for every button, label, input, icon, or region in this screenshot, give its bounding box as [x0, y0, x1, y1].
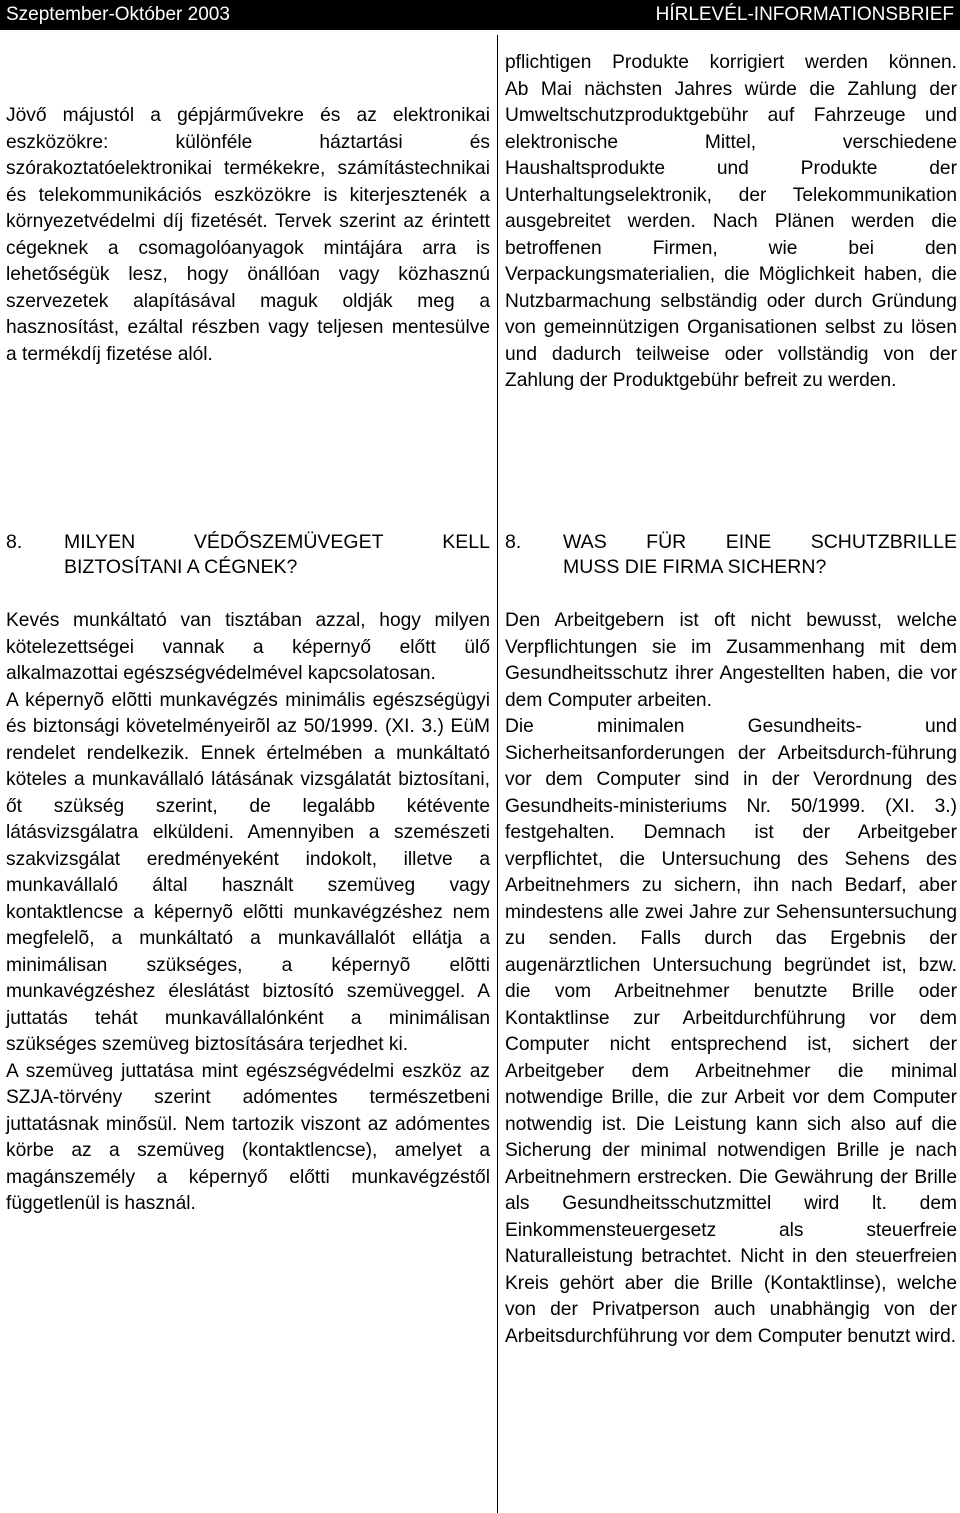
- heading-line2: MUSS DIE FIRMA SICHERN?: [563, 556, 827, 578]
- heading-word: FÜR: [646, 531, 687, 553]
- section-number: 8.: [505, 531, 522, 553]
- section8-right-heading: [505, 530, 957, 580]
- header-title: HÍRLEVÉL-INFORMATIONSBRIEF: [655, 4, 954, 25]
- paragraph-hu-tax: A szemüveg juttatása mint egészségvédelmi eszköz az SZJA-törvény szerint adómentes természetbeni juttatásnak minősül. Nem tartozik viszont az adómentes körbe az a szemüveg (kontaktlencse), amelyet a magánszemély a képernyő előtti munkavégzéstől függetlenül is használ.: [6, 1060, 490, 1214]
- heading-word: SCHUTZBRILLE: [810, 531, 957, 553]
- section8-left-body: [6, 608, 490, 1218]
- section8-left-heading: [6, 530, 490, 580]
- column-divider: [497, 35, 498, 1513]
- paragraph-de-intro: Den Arbeitgebern ist oft nicht bewusst, welche Verpflichtungen sie im Zusammenhang mit dem Gesundheitsschutz ihrer Angestellten haben, die vor dem Computer arbeiten.: [505, 610, 957, 711]
- heading-line2: BIZTOSÍTANI A CÉGNEK?: [64, 556, 298, 578]
- page-header: [0, 0, 960, 30]
- heading-word: EINE: [725, 531, 772, 553]
- section-number: 8.: [6, 531, 23, 553]
- top-left-column: [6, 103, 490, 368]
- section8-right-body: [505, 608, 957, 1350]
- paragraph-de-continuation: pflichtigen Produkte korrigiert werden können.: [505, 52, 957, 73]
- paragraph-de-regulation: Die minimalen Gesundheits- und Sicherheitsanforderungen der Arbeitsdurch-führung vor dem Computer sind in der Verordnung des Gesundheits-ministeriums Nr. 50/1999. (XI. 3.) festgehalten. Demnach ist der Arbeitgeber verpflichtet, die Untersuchung des Sehens des Arbeitnehmers zu sichern, ihn nach Bedarf, aber mindestens alle zwei Jahre zur Sehensuntersuchung zu senden. Falls durch das Ergebnis der augenärztlichen Untersuchung begründet ist, bzw. die vom Arbeitnehmer benutzte Brille oder Kontaktlinse zur Arbeitdurchführung vor dem Computer nicht entsprechend ist, sichert der Arbeitgeber dem Arbeitnehmer die minimal notwendige Brille, die zur Arbeit vor dem Computer notwendig ist. Die Leistung kann sich also auf die Sicherung der minimal notwendigen Brille je nach Arbeitnehmern erstrecken. Die Gewährung der Brille als Gesundheitsschutzmittel wird lt. dem Einkommensteuergesetz als steuerfreie Naturalleistung betrachtet. Nicht in den steuerfreien Kreis gehört aber die Brille (Kontaktlinse), welche von der Privatperson auch unabhängig von der Arbeitsdurchführung vor dem Computer benutzt wird.: [505, 716, 957, 1347]
- heading-word: VÉDŐSZEMÜVEGET: [193, 531, 384, 553]
- paragraph-hu-environment-fee: Jövő májustól a gépjárművekre és az elektronikai eszközökre: különféle háztartási és szórakoztatóelektronikai termékekre, számítástechnikai és telekommunikációs eszközökre is kiterjesztenék a környezetvédelmi díj fizetését. Tervek szerint az érintett cégeknek a csomagolóanyagok mintájára arra is lehetőségük lesz, hogy önállóan vagy közhasznú szervezetek alapításával maguk oldják meg a hasznosítást, ezáltal részben vagy teljesen mentesülve a termékdíj fizetése alól.: [6, 105, 490, 365]
- heading-word: MILYEN: [64, 531, 136, 553]
- heading-word: KELL: [442, 531, 490, 553]
- header-date: Szeptember-Október 2003: [6, 4, 230, 25]
- heading-word: WAS: [563, 531, 607, 553]
- paragraph-hu-intro: Kevés munkáltató van tisztában azzal, hogy milyen kötelezettségei vannak a képernyő előtt ülő alkalmazottai egészségvédelmével kapcsolatosan.: [6, 610, 490, 684]
- paragraph-hu-regulation: A képernyõ elõtti munkavégzés minimális egészségügyi és biztonsági követelményeirõl az 50/1999. (XI. 3.) EüM rendelet rendelkezik. Ennek értelmében a munkáltató köteles a munkavállaló látásának vizsgálatát biztosítani, őt szükség szerint, de legalább kétévente látásvizsgálatra elküldeni. Amennyiben a szemészeti szakvizsgálat eredményeként indokolt, illetve a munkavállaló által használt szemüveg vagy kontaktlencse a képernyõ elõtti munkavégzéshez nem megfelelõ, a munkáltató a munkavállalót ellátja a minimálisan szükséges, a képernyõ elõtti munkavégzéshez éleslátást biztosító szemüveggel. A juttatás tehát munkavállalónként a minimálisan szükséges szemüveg biztosítására terjedhet ki.: [6, 689, 490, 1055]
- paragraph-de-environment-fee: Ab Mai nächsten Jahres würde die Zahlung der Umweltschutzproduktgebühr auf Fahrzeuge und elektronische Mittel, verschiedene Haushaltsprodukte und Produkte der Unterhaltungselektronik, der Telekommunikation ausgebreitet werden. Nach Plänen werden die betroffenen Firmen, wie bei den Verpackungsmaterialien, die Möglichkeit haben, die Nutzbarmachung selbständig oder durch Gründung von gemeinnützigen Organisationen selbst zu lösen und dadurch teilweise oder vollständig von der Zahlung der Produktgebühr befreit zu werden.: [505, 78, 957, 391]
- top-right-column: [505, 50, 957, 395]
